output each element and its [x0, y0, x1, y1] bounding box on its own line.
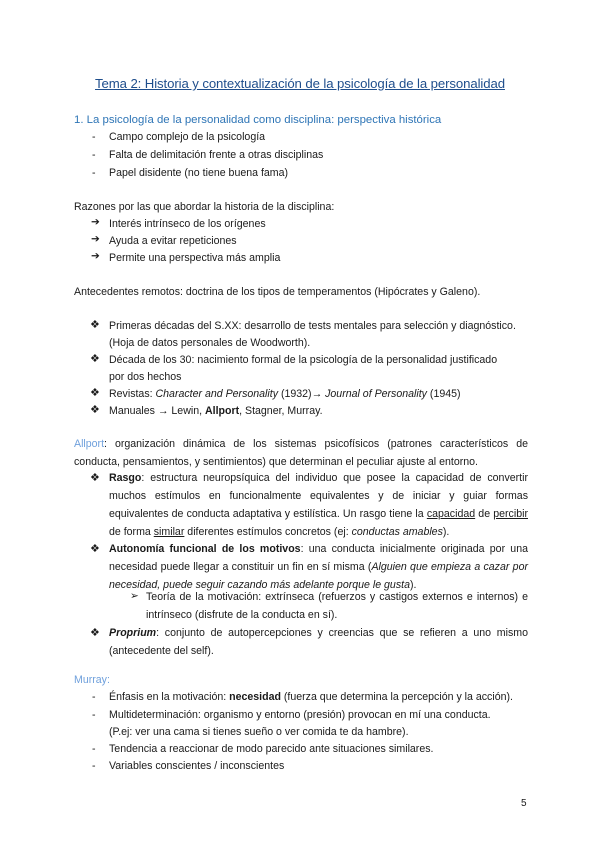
- diamond-bullet-icon: ❖: [90, 472, 100, 484]
- list-item: Interés intrínseco de los orígenes: [109, 218, 266, 230]
- diamond-bullet-icon: ❖: [90, 319, 100, 331]
- list-item: Campo complejo de la psicología: [109, 131, 266, 143]
- arrow-bullet-icon: ➔: [91, 216, 100, 228]
- dash-bullet: -: [92, 167, 96, 179]
- arrow-bullet-icon: ➔: [91, 250, 100, 262]
- list-item: Ayuda a evitar repeticiones: [109, 235, 237, 247]
- diamond-bullet-icon: ❖: [90, 627, 100, 639]
- autonomia-paragraph: Autonomía funcional de los motivos: una conducta inicialmente originada por una necesidad puede llegar a constituir un fin en sí misma (Alguien que empieza a cazar por necesidad, puede seguir cazando más adelante porque le gusta).: [109, 543, 528, 591]
- allport-definition: Allport: organización dinámica de los sistemas psicofísicos (patrones característicos de conducta, pensamientos, y sentimientos) que determinan el peculiar ajuste al entorno.: [74, 438, 528, 468]
- murray-item: Variables conscientes / inconscientes: [109, 760, 285, 772]
- diamond-bullet-icon: ❖: [90, 543, 100, 555]
- arrowhead-bullet-icon: ➢: [130, 590, 139, 602]
- history-item: Revistas: Character and Personality (1932)→ Journal of Personality (1945): [109, 388, 461, 400]
- murray-item: Multideterminación: organismo y entorno (presión) provocan en mí una conducta.: [109, 709, 491, 721]
- motivacion-paragraph: Teoría de la motivación: extrínseca (refuerzos y castigos externos e internos) e intrínseco (disfrute de la conducta en sí).: [146, 591, 528, 621]
- proprium-paragraph: Proprium: conjunto de autopercepciones y creencias que se refieren a uno mismo (antecedente del self).: [109, 627, 528, 657]
- murray-item-cont: (P.ej: ver una cama si tienes sueño o ver comida te da hambre).: [109, 726, 409, 738]
- murray-item: Énfasis en la motivación: necesidad (fuerza que determina la percepción y la acción).: [109, 691, 513, 703]
- section-heading: 1. La psicología de la personalidad como disciplina: perspectiva histórica: [74, 114, 442, 126]
- history-item-cont: (Hoja de datos personales de Woodworth).: [109, 337, 311, 349]
- diamond-bullet-icon: ❖: [90, 353, 100, 365]
- rasgo-paragraph: Rasgo: estructura neuropsíquica del individuo que posee la capacidad de convertir muchos estímulos en funcionalmente equivalentes y de iniciar y guiar formas equivalentes de conducta adaptativa y estilística. Un rasgo tiene la capacidad de percibir de forma similar diferentes estímulos concretos (ej: conductas amables).: [109, 472, 528, 538]
- history-item: Manuales → Lewin, Allport, Stagner, Murray.: [109, 405, 323, 417]
- murray-heading: Murray:: [74, 674, 110, 686]
- dash-bullet: -: [92, 743, 96, 755]
- history-item: Primeras décadas del S.XX: desarrollo de tests mentales para selección y diagnóstico.: [109, 320, 516, 332]
- list-item: Falta de delimitación frente a otras disciplinas: [109, 149, 324, 161]
- murray-item: Tendencia a reaccionar de modo parecido ante situaciones similares.: [109, 743, 434, 755]
- list-item: Papel disidente (no tiene buena fama): [109, 167, 289, 179]
- diamond-bullet-icon: ❖: [90, 404, 100, 416]
- history-item-cont: por dos hechos: [109, 371, 182, 383]
- dash-bullet: -: [92, 149, 96, 161]
- history-item: Década de los 30: nacimiento formal de la psicología de la personalidad justificado: [109, 354, 498, 366]
- razones-intro: Razones por las que abordar la historia de la disciplina:: [74, 201, 335, 213]
- dash-bullet: -: [92, 691, 96, 703]
- dash-bullet: -: [92, 709, 96, 721]
- page-title: Tema 2: Historia y contextualización de la psicología de la personalidad: [95, 76, 505, 91]
- diamond-bullet-icon: ❖: [90, 387, 100, 399]
- page-number: 5: [521, 798, 527, 809]
- antecedentes: Antecedentes remotos: doctrina de los tipos de temperamentos (Hipócrates y Galeno).: [74, 286, 481, 298]
- dash-bullet: -: [92, 760, 96, 772]
- list-item: Permite una perspectiva más amplia: [109, 252, 281, 264]
- dash-bullet: -: [92, 131, 96, 143]
- arrow-bullet-icon: ➔: [91, 233, 100, 245]
